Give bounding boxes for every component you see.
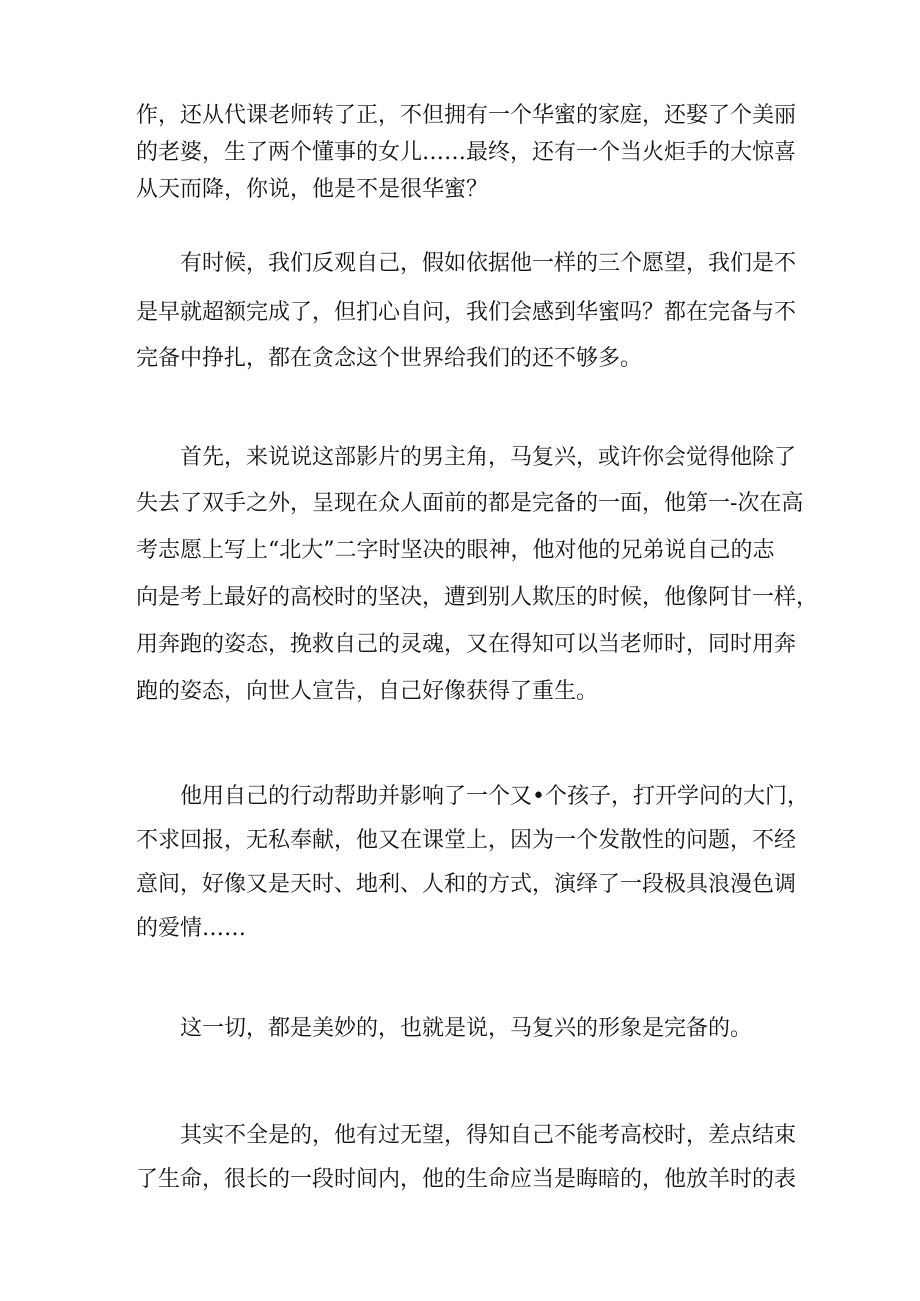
paragraph-4	[136, 784, 809, 941]
paragraph-line: 了生命，很长的一段时间内，他的生命应当是晦暗的，他放羊时的表	[136, 1167, 797, 1192]
paragraph-line: 从天而降，你说，他是不是很华蜜？	[136, 177, 489, 202]
paragraph-5	[136, 1018, 796, 1041]
paragraph-line: 首先，来说说这部影片的男主角，马复兴，或许你会觉得他除了	[180, 445, 797, 470]
paragraph-6	[136, 1125, 796, 1192]
paragraph-line: 的老婆，生了两个懂事的女儿……最终，还有一个当火炬手的大惊喜	[136, 140, 797, 165]
paragraph-line: 他用自己的行动帮助并影响了一个又•个孩子，打开学问的大门，	[180, 784, 809, 809]
paragraph-2	[136, 253, 796, 371]
paragraph-line: 意间，好像又是天时、地利、人和的方式，演绎了一段极具浪漫色调	[136, 872, 797, 897]
paragraph-line: 完备中挣扎，都在贪念这个世界给我们的还不够多。	[136, 346, 643, 371]
paragraph-line: 作，还从代课老师转了正，不但拥有一个华蜜的家庭，还娶了个美丽	[136, 103, 797, 128]
paragraph-line: 有时候，我们反观自己，假如依据他一样的三个愿望，我们是不	[180, 251, 797, 276]
paragraph-line: 是早就超额完成了，但扪心自问，我们会感到华蜜吗？都在完备与不	[136, 300, 797, 325]
paragraph-line: 这一切，都是美妙的，也就是说，马复兴的形象是完备的。	[180, 1016, 753, 1041]
paragraph-line: 失去了双手之外，呈现在众人面前的都是完备的一面，他第一-次在高	[136, 491, 804, 516]
paragraph-line: 不求回报，无私奉献，他又在课堂上，因为一个发散性的问题，不经	[136, 828, 797, 853]
paragraph-line: 其实不全是的，他有过无望，得知自己不能考高校时，差点结束	[180, 1123, 797, 1148]
paragraph-line: 用奔跑的姿态，挽救自己的灵魂，又在得知可以当老师时，同时用奔	[136, 632, 797, 657]
paragraph-line: 向是考上最好的高校时的坚决，遭到别人欺压的时候，他像阿甘一样，	[136, 585, 819, 610]
paragraph-line: 跑的姿态，向世人宣告，自己好像获得了重生。	[136, 679, 599, 704]
paragraph-line: 的爱情……	[136, 916, 247, 941]
paragraph-line: 考志愿上写上“北大”二字时坚决的眼神，他对他的兄弟说自己的志	[136, 538, 775, 563]
paragraph-3	[136, 445, 819, 704]
paragraph-1	[136, 105, 796, 202]
